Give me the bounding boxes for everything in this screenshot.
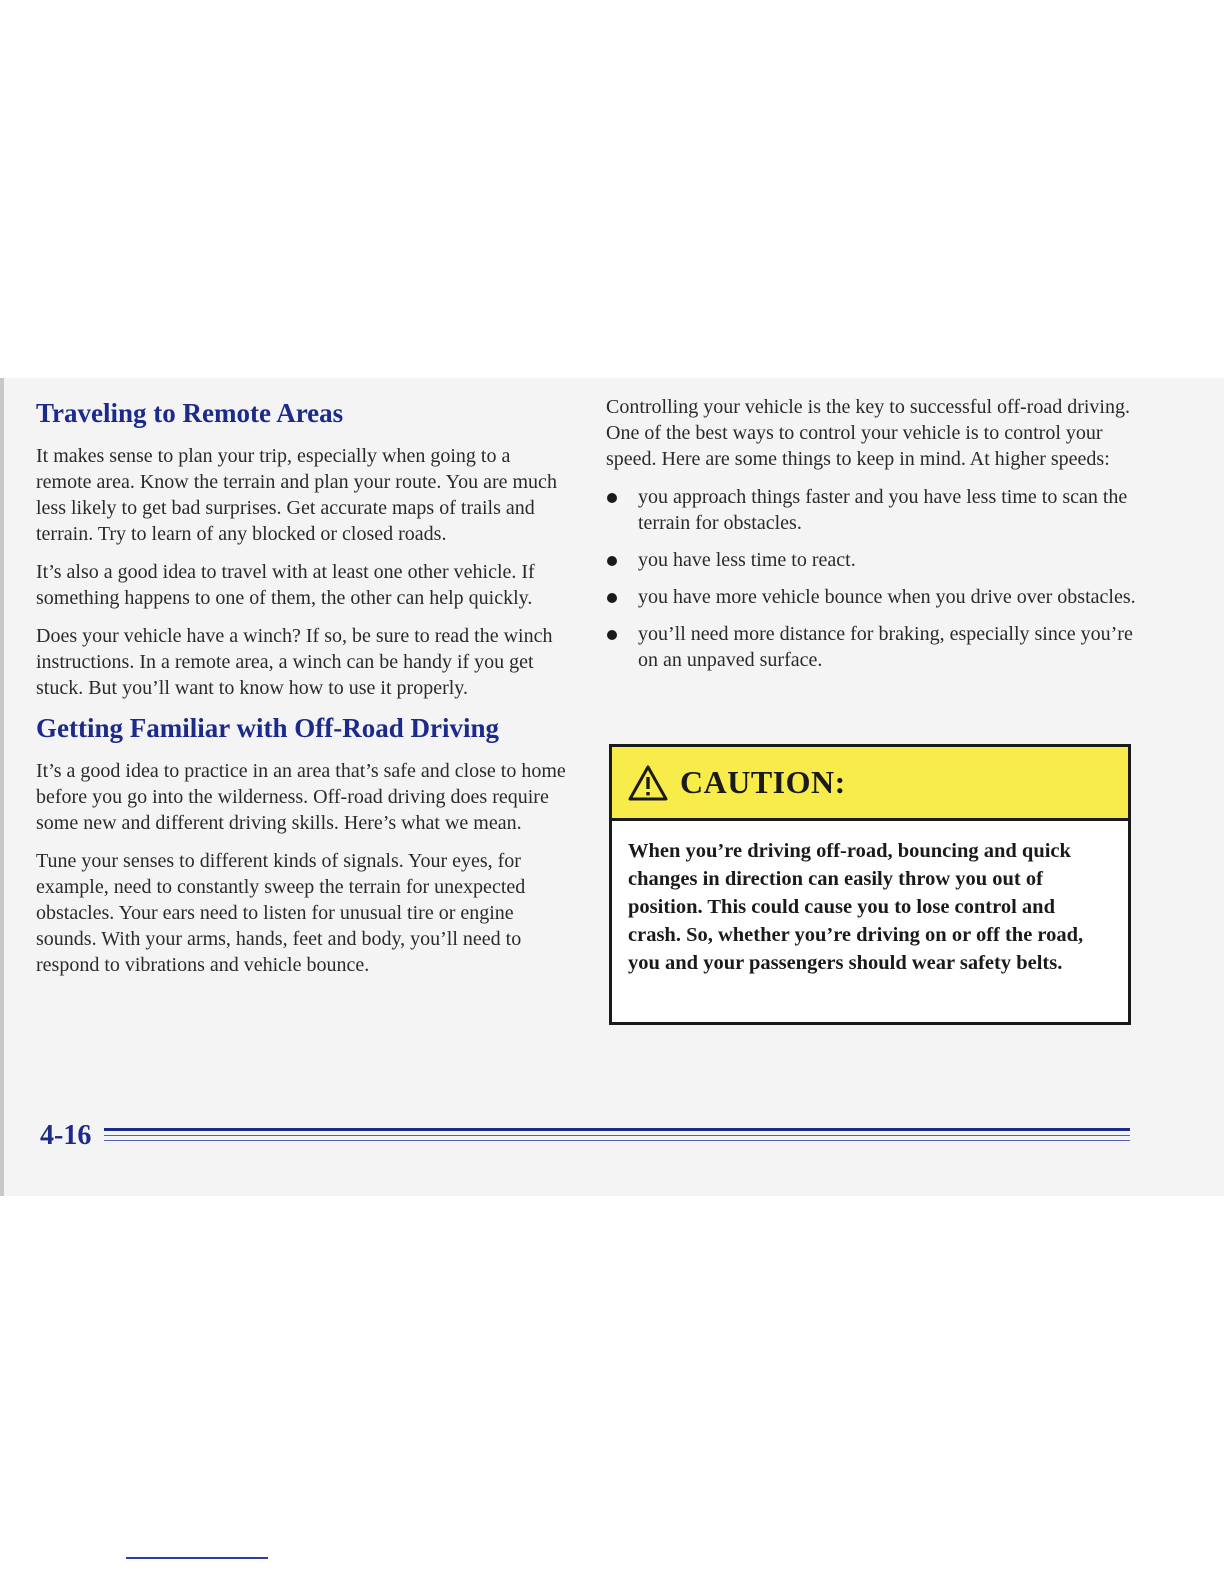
warning-triangle-icon — [628, 765, 668, 801]
list-item — [606, 547, 1136, 573]
bullet-icon — [607, 556, 617, 566]
paragraph-practice: It’s a good idea to practice in an area that’s safe and close to home before you go into the wilderness. Off-road driving does require some new and different driving skills. Here’s what we mean. — [36, 760, 566, 835]
page-footer — [40, 1120, 1132, 1160]
list-item — [606, 621, 1136, 673]
bullet-icon — [607, 593, 617, 603]
paragraph-winch: Does your vehicle have a winch? If so, be sure to read the winch instructions. In a remote area, a winch can be handy if you get stuck. But you’ll want to know how to use it properly. — [36, 625, 553, 700]
list-item-text: you approach things faster and you have less time to scan the terrain for obstacles. — [638, 486, 1128, 534]
caution-body: When you’re driving off-road, bouncing and quick changes in direction can easily throw you out of position. This could cause you to lose control and crash. So, whether you’re driving on or off the road, you and your passengers should wear safety belts. — [628, 840, 1084, 974]
right-column — [606, 394, 1136, 684]
paragraph-travel-with-other-vehicle: It’s also a good idea to travel with at least one other vehicle. If something happens to one of them, the other can help quickly. — [36, 561, 535, 610]
paragraph-control-speed: Controlling your vehicle is the key to successful off-road driving. One of the best ways to control your vehicle is to control your speed. Here are some things to keep in mind. At higher speeds: — [606, 396, 1130, 470]
footer-rule-thin-2 — [104, 1140, 1130, 1141]
caution-title: CAUTION: — [680, 764, 846, 800]
list-item-text: you have less time to react. — [638, 549, 856, 571]
paragraph-plan-trip: It makes sense to plan your trip, especially when going to a remote area. Know the terrain and plan your route. You are much less likely to get bad surprises. Get accurate maps of trails and terrain. Try to learn of any blocked or closed roads. — [36, 445, 557, 546]
section-heading-remote-areas: Traveling to Remote Areas — [36, 398, 344, 428]
section-heading-off-road-driving: Getting Familiar with Off-Road Driving — [36, 713, 499, 744]
list-item — [606, 584, 1136, 610]
bottom-divider — [126, 1557, 268, 1559]
footer-rule-thin — [104, 1135, 1130, 1136]
left-column — [36, 398, 566, 990]
list-item — [606, 484, 1136, 536]
list-item-text: you’ll need more distance for braking, especially since you’re on an unpaved surface. — [638, 623, 1133, 671]
speed-bullet-list — [606, 484, 1136, 673]
bullet-icon — [607, 630, 617, 640]
caution-header — [612, 747, 1128, 821]
footer-rule — [104, 1128, 1130, 1131]
caution-box — [609, 744, 1131, 1025]
bullet-icon — [607, 493, 617, 503]
page-number: 4-16 — [40, 1120, 92, 1151]
paragraph-tune-senses: Tune your senses to different kinds of signals. Your eyes, for example, need to constantly sweep the terrain for unexpected obstacles. Your ears need to listen for unusual tire or engine sounds. With your arms, hands, feet and body, you’ll need to respond to vibrations and vehicle bounce. — [36, 850, 526, 977]
list-item-text: you have more vehicle bounce when you drive over obstacles. — [638, 586, 1136, 608]
